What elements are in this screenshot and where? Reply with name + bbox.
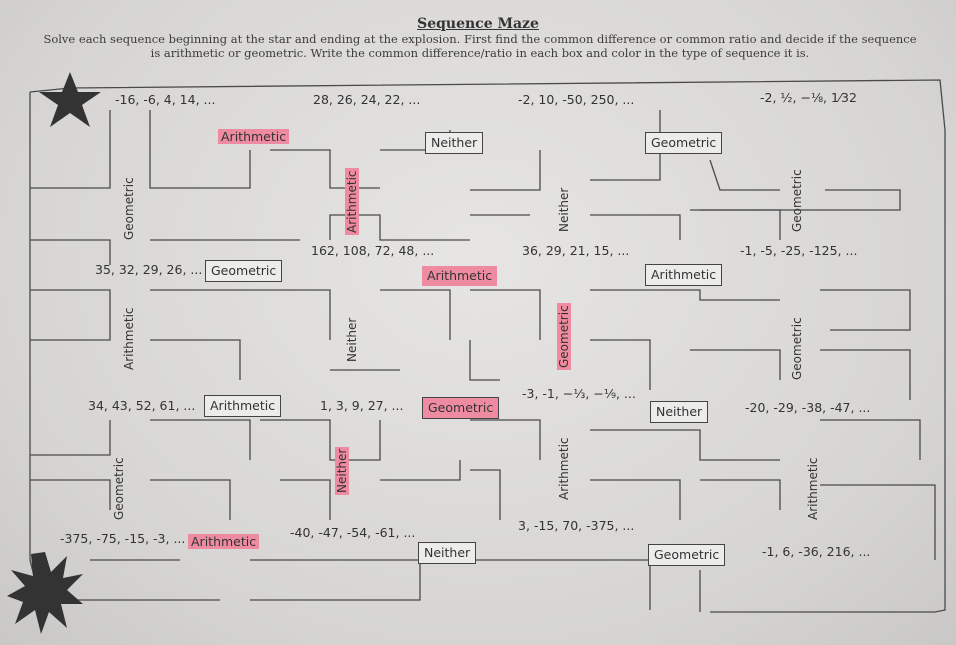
label-v1: Geometric — [122, 177, 136, 240]
label-h9: Neither — [650, 401, 708, 423]
label-v6: Neither — [345, 317, 359, 362]
label-h3: Geometric — [645, 132, 722, 154]
sequence-r1c2: 28, 26, 24, 22, ... — [313, 92, 421, 107]
label-v4: Geometric — [790, 169, 804, 232]
sequence-r4c4: -1, 6, -36, 216, ... — [762, 544, 871, 559]
label-h11: Neither — [418, 542, 476, 564]
sequence-r3c4: -20, -29, -38, -47, ... — [745, 400, 871, 415]
sequence-r2c1: 35, 32, 29, 26, ... — [95, 262, 203, 277]
label-v9: Geometric — [112, 457, 126, 520]
sequence-r3c2: 1, 3, 9, 27, ... — [320, 398, 404, 413]
sequence-r2c4: -1, -5, -25, -125, ... — [740, 243, 858, 258]
label-v2: Arithmetic — [345, 170, 359, 233]
label-h2: Neither — [425, 132, 483, 154]
label-h7: Arithmetic — [204, 395, 281, 417]
sequence-r1c3: -2, 10, -50, 250, ... — [518, 92, 635, 107]
explosion-icon — [5, 550, 85, 635]
label-v10: Neither — [335, 448, 349, 493]
label-h12: Geometric — [648, 544, 725, 566]
label-h8: Geometric — [422, 397, 499, 419]
label-h1: Arithmetic — [218, 129, 289, 144]
label-h10: Arithmetic — [188, 534, 259, 549]
sequence-r4c1: -375, -75, -15, -3, ... — [60, 531, 186, 546]
sequence-r3c3: -3, -1, −⅓, −⅑, ... — [522, 386, 636, 401]
page-title: Sequence Maze — [417, 16, 539, 32]
label-v3: Neither — [557, 187, 571, 232]
label-v5: Arithmetic — [122, 307, 136, 370]
instructions: Solve each sequence beginning at the star and ending at the explosion. First find the common difference or common ratio and decide if the sequence is arithmetic or geometric. Write the common difference/ratio in each box and color in the type of sequence it is. — [43, 32, 917, 60]
sequence-r1c1: -16, -6, 4, 14, ... — [115, 92, 216, 107]
label-h6: Arithmetic — [645, 264, 722, 286]
label-v12: Arithmetic — [806, 457, 820, 520]
sequence-r4c2: -40, -47, -54, -61, ... — [290, 525, 416, 540]
sequence-r1c4: -2, ½, −⅛, 1⁄32 — [760, 90, 857, 105]
sequence-r2c3: 36, 29, 21, 15, ... — [522, 243, 630, 258]
label-v7: Geometric — [557, 305, 571, 368]
label-v8: Geometric — [790, 317, 804, 380]
sequence-r3c1: 34, 43, 52, 61, ... — [88, 398, 196, 413]
sequence-r4c3: 3, -15, 70, -375, ... — [518, 518, 635, 533]
label-v11: Arithmetic — [557, 437, 571, 500]
sequence-r2c2: 162, 108, 72, 48, ... — [311, 243, 435, 258]
label-h4: Geometric — [205, 260, 282, 282]
start-star-icon — [35, 70, 105, 130]
label-h5: Arithmetic — [422, 266, 497, 286]
